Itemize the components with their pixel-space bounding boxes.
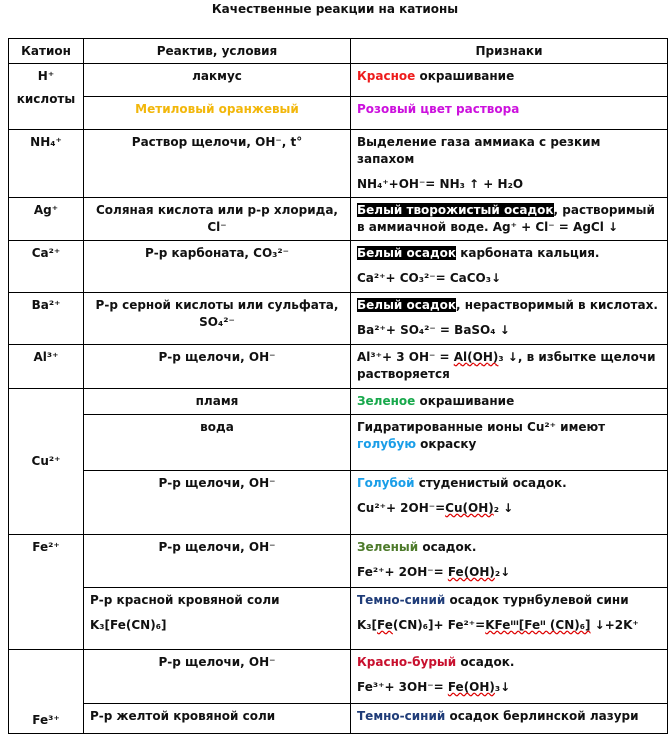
table-row [9, 471, 668, 535]
table-row [9, 704, 668, 734]
reagent-cell: вода [84, 415, 351, 471]
cation-cell: Fe³⁺ [9, 650, 84, 734]
sign-cell: Зеленое окрашивание [351, 389, 668, 415]
table-row [9, 415, 668, 471]
cation-cell: NH₄⁺ [9, 130, 84, 198]
cation-cell: Cu²⁺ [9, 389, 84, 535]
table-row [9, 198, 668, 241]
cations-table [8, 38, 668, 734]
header-cation: Катион [9, 39, 84, 64]
reagent-cell: Р-р серной кислоты или сульфата, SO₄²⁻ [84, 293, 351, 345]
sign-cell: Голубой студенистый осадок. Cu²⁺+ 2OH⁻=Cu(OH)₂ ↓ [351, 471, 668, 535]
sign-cell: Белый осадок карбоната кальция. Ca²⁺+ CO₃²⁻= CaCO₃↓ [351, 241, 668, 293]
reagent-cell: Р-р карбоната, CO₃²⁻ [84, 241, 351, 293]
sign-cell: Выделение газа аммиака с резким запахом NH₄⁺+OH⁻= NH₃ ↑ + H₂O [351, 130, 668, 198]
sign-cell: Красное окрашивание [351, 64, 668, 97]
table-row [9, 64, 668, 97]
table-row [9, 130, 668, 198]
sign-cell: Зеленый осадок. Fe²⁺+ 2OH⁻= Fe(OH)₂↓ [351, 535, 668, 588]
reagent-cell: пламя [84, 389, 351, 415]
header-row [9, 39, 668, 64]
header-signs: Признаки [351, 39, 668, 64]
reagent-cell: Соляная кислота или р-р хлорида, Cl⁻ [84, 198, 351, 241]
sign-cell: Розовый цвет раствора [351, 97, 668, 130]
sign-cell: Al³⁺+ 3 OH⁻ = Al(OH)₃ ↓, в избытке щелочи растворяется [351, 345, 668, 389]
cation-h-note: кислоты [16, 92, 76, 106]
table-row [9, 588, 668, 650]
sign-cell: Белый творожистый осадок, растворимый в аммиачной воде. Ag⁺ + Cl⁻ = AgCl ↓ [351, 198, 668, 241]
reagent-cell: Р-р щелочи, OH⁻ [84, 650, 351, 704]
cation-cell: Ba²⁺ [9, 293, 84, 345]
cation-h: H⁺ [37, 69, 55, 83]
sign-cell: Темно-синий осадок берлинской лазури [351, 704, 668, 734]
cation-cell: Fe²⁺ [9, 535, 84, 650]
page-title: Качественные реакции на катионы [211, 2, 459, 16]
cation-cell: Ca²⁺ [9, 241, 84, 293]
reagent-cell: Метиловый оранжевый [84, 97, 351, 130]
reagent-cell: лакмус [84, 64, 351, 97]
table-row [9, 345, 668, 389]
table-row [9, 650, 668, 704]
reagent-cell: Р-р щелочи, OH⁻ [84, 345, 351, 389]
reagent-cell: Р-р щелочи, OH⁻ [84, 535, 351, 588]
table-row [9, 293, 668, 345]
reagent-cell: Р-р щелочи, OH⁻ [84, 471, 351, 535]
reagent-cell: Р-р желтой кровяной соли [84, 704, 351, 734]
reagent-cell: Раствор щелочи, OH⁻, t° [84, 130, 351, 198]
cation-cell: Al³⁺ [9, 345, 84, 389]
table-row [9, 389, 668, 415]
table-row [9, 241, 668, 293]
table-row [9, 535, 668, 588]
sign-cell: Гидратированные ионы Cu²⁺ имеют голубую окраску [351, 415, 668, 471]
header-reagent: Реактив, условия [84, 39, 351, 64]
sign-cell: Красно-бурый осадок. Fe³⁺+ 3OH⁻= Fe(OH)₃↓ [351, 650, 668, 704]
sign-cell: Темно-синий осадок турнбулевой сини K₃[Fe(CN)₆]+ Fe²⁺=KFeᴵᴵᴵ[Feᴵᴵ (CN)₆] ↓+2K⁺ [351, 588, 668, 650]
table-row [9, 97, 668, 130]
cation-cell [9, 64, 84, 130]
reagent-cell: Р-р красной кровяной соли K₃[Fe(CN)₆] [84, 588, 351, 650]
sign-cell: Белый осадок, нерастворимый в кислотах. Ba²⁺+ SO₄²⁻ = BaSO₄ ↓ [351, 293, 668, 345]
cation-cell: Ag⁺ [9, 198, 84, 241]
